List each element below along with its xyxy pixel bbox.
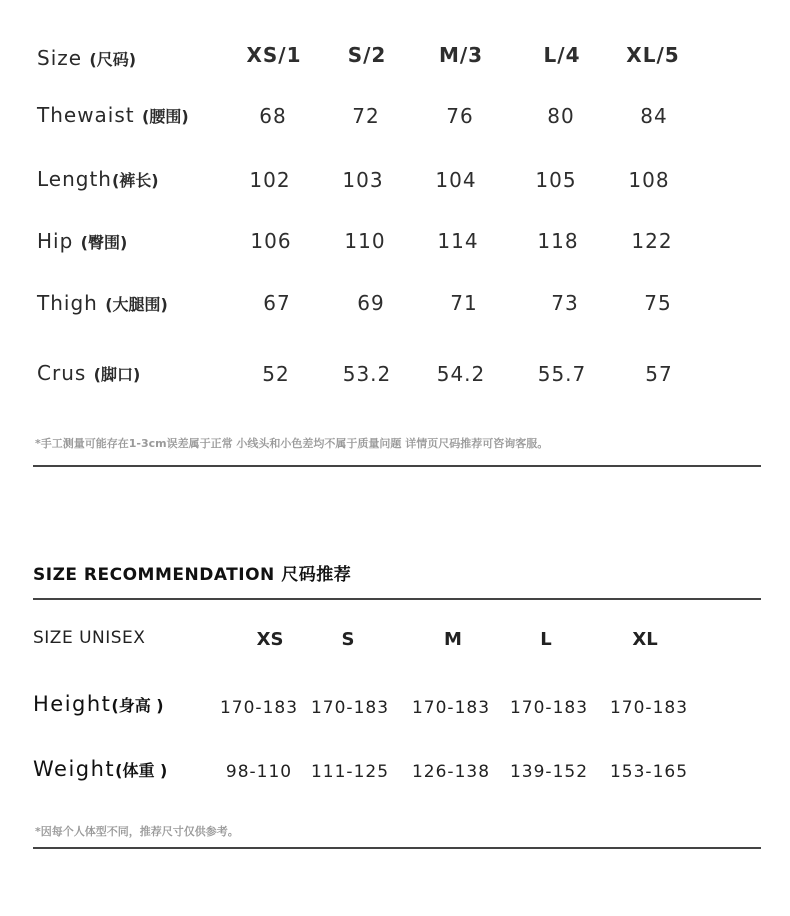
row-label-height-text: Height — [33, 692, 112, 716]
size-header-label — [37, 46, 136, 70]
row-label-crus-text: Crus — [37, 361, 87, 385]
size-col-s2: S/2 — [347, 43, 387, 67]
row-label-waist — [37, 103, 189, 127]
divider-3 — [33, 847, 761, 849]
row-label-waist-cn: (腰围) — [142, 107, 189, 126]
row-label-hip — [37, 229, 127, 253]
hip-xs: 106 — [250, 229, 292, 253]
size-col-m3: M/3 — [438, 43, 484, 67]
crus-xs: 52 — [262, 362, 290, 386]
height-xl: 170-183 — [609, 698, 689, 718]
rec-col-s: S — [341, 629, 355, 650]
weight-m: 126-138 — [411, 762, 491, 782]
thigh-l: 73 — [551, 291, 579, 315]
unisex-header-label: SIZE UNISEX — [33, 628, 146, 648]
size-col-xs1: XS/1 — [246, 43, 302, 67]
thigh-xs: 67 — [263, 291, 291, 315]
height-m: 170-183 — [411, 698, 491, 718]
waist-s: 72 — [352, 104, 380, 128]
hip-s: 110 — [344, 229, 386, 253]
length-xl: 108 — [628, 168, 670, 192]
recommendation-note: *因每个人体型不同，推荐尺寸仅供参考。 — [35, 825, 239, 838]
row-label-height — [33, 692, 164, 716]
weight-xs: 98-110 — [225, 762, 293, 782]
recommendation-title: SIZE RECOMMENDATION 尺码推荐 — [33, 565, 352, 585]
waist-xs: 68 — [259, 104, 287, 128]
thigh-m: 71 — [450, 291, 478, 315]
waist-l: 80 — [547, 104, 575, 128]
height-s: 170-183 — [310, 698, 390, 718]
size-col-xl5: XL/5 — [626, 43, 680, 67]
size-col-l4: L/4 — [543, 43, 581, 67]
weight-l: 139-152 — [509, 762, 589, 782]
thigh-s: 69 — [357, 291, 385, 315]
weight-s: 111-125 — [310, 762, 390, 782]
crus-m: 54.2 — [436, 362, 486, 386]
row-label-crus — [37, 361, 140, 385]
row-label-weight-cn: (体重 ) — [115, 761, 168, 780]
row-label-thigh-text: Thigh — [37, 291, 98, 315]
height-xs: 170-183 — [219, 698, 299, 718]
divider-2 — [33, 598, 761, 600]
measurement-note: *手工测量可能存在1-3cm误差属于正常 小线头和小色差均不属于质量问题 详情页尺码推荐可咨询客服。 — [35, 437, 549, 450]
rec-col-xl: XL — [632, 629, 658, 650]
row-label-hip-text: Hip — [37, 229, 74, 253]
row-label-height-cn: (身高 ) — [111, 696, 164, 715]
waist-xl: 84 — [640, 104, 668, 128]
row-label-length-text: Length — [37, 167, 112, 191]
row-label-crus-cn: (脚口) — [93, 365, 141, 384]
length-m: 104 — [435, 168, 477, 192]
row-label-weight-text: Weight — [33, 757, 116, 781]
row-label-weight — [33, 757, 167, 781]
row-label-waist-text: Thewaist — [37, 103, 135, 127]
weight-xl: 153-165 — [609, 762, 689, 782]
hip-l: 118 — [537, 229, 579, 253]
waist-m: 76 — [446, 104, 474, 128]
size-header-text: Size — [37, 46, 83, 70]
rec-col-l: L — [540, 629, 552, 650]
row-label-length — [37, 167, 159, 191]
height-l: 170-183 — [509, 698, 589, 718]
crus-l: 55.7 — [537, 362, 587, 386]
crus-xl: 57 — [645, 362, 673, 386]
hip-m: 114 — [437, 229, 479, 253]
rec-col-xs: XS — [256, 629, 284, 650]
divider-1 — [33, 465, 761, 467]
rec-col-m: M — [444, 629, 462, 650]
crus-s: 53.2 — [342, 362, 392, 386]
length-s: 103 — [342, 168, 384, 192]
row-label-length-cn: (裤长) — [111, 171, 159, 190]
length-xs: 102 — [249, 168, 291, 192]
row-label-thigh — [37, 291, 168, 315]
length-l: 105 — [535, 168, 577, 192]
size-header-cn: (尺码) — [89, 50, 137, 69]
row-label-hip-cn: (臀围) — [80, 233, 128, 252]
row-label-thigh-cn: (大腿围) — [105, 295, 168, 314]
hip-xl: 122 — [631, 229, 673, 253]
thigh-xl: 75 — [644, 291, 672, 315]
